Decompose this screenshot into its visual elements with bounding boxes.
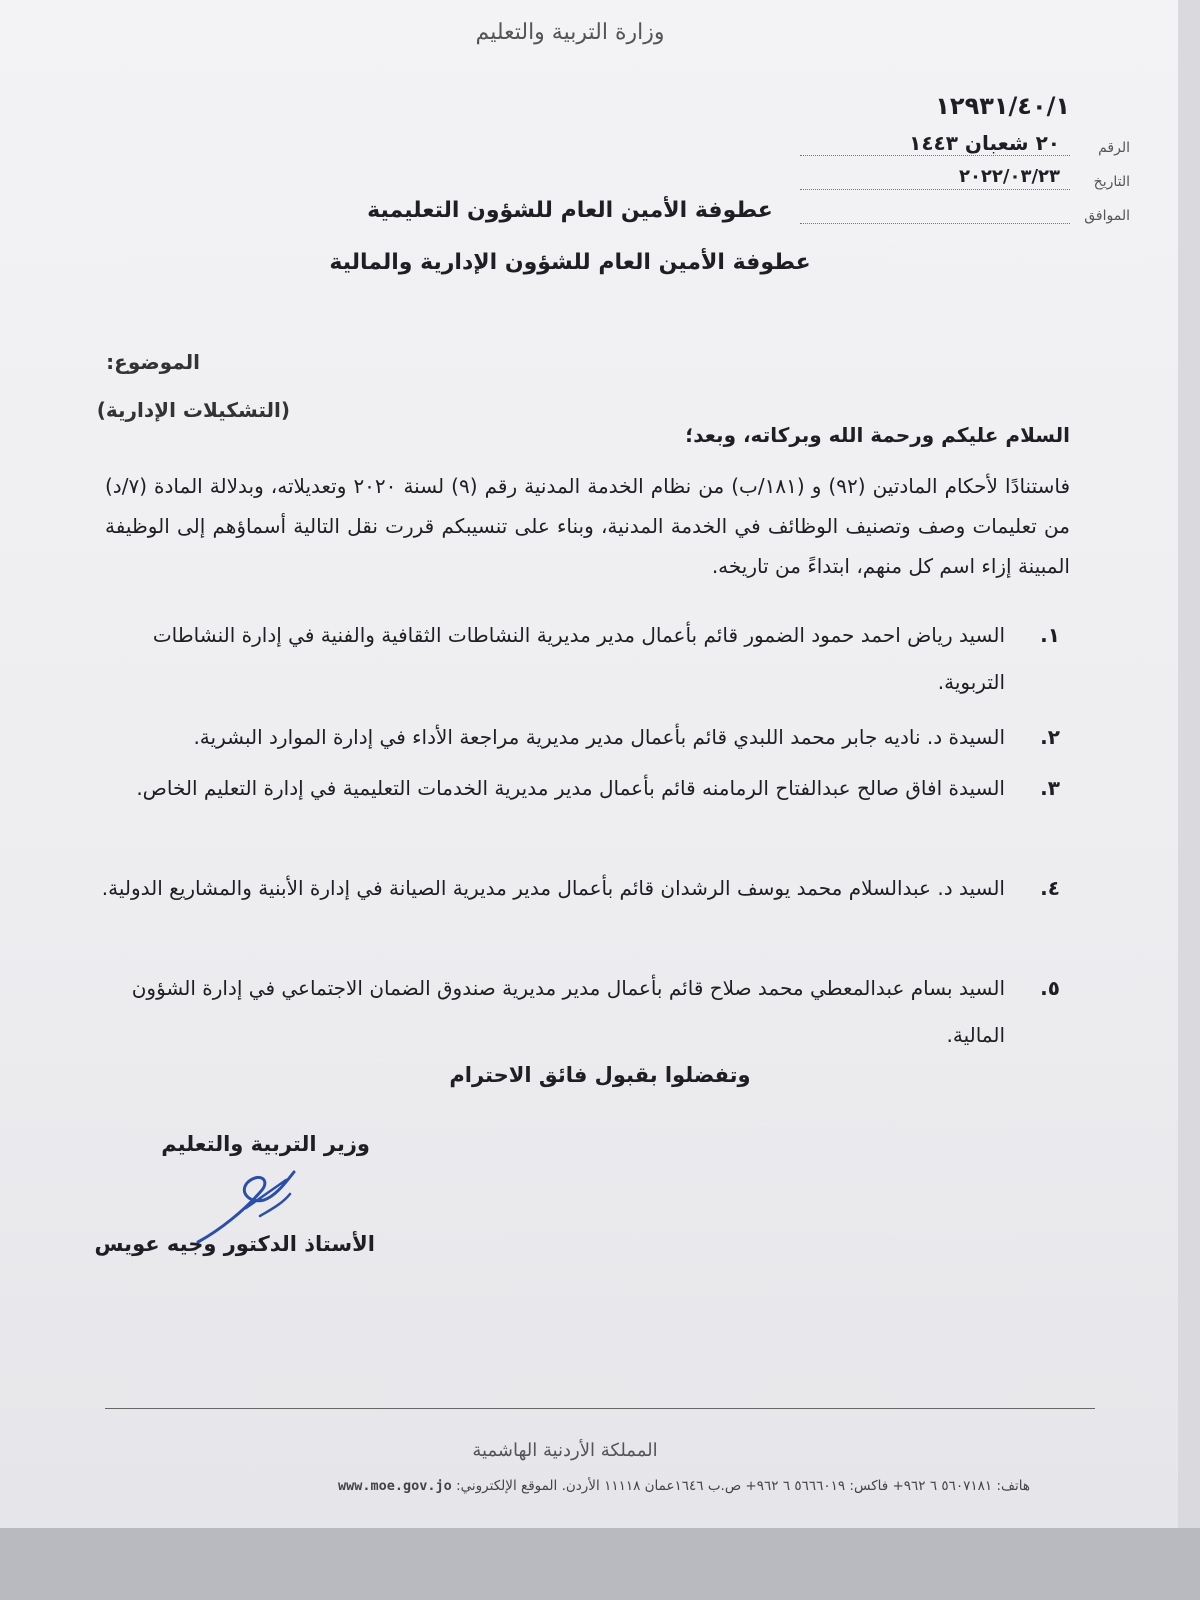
item-number: ٥. (1040, 976, 1060, 1000)
footer-website: www.moe.gov.jo (338, 1478, 452, 1494)
item-number: ٢. (1040, 725, 1060, 749)
date-label: التاريخ (1093, 174, 1130, 190)
hijri-date: ٢٠ شعبان ١٤٤٣ (800, 131, 1070, 156)
subject-label: الموضوع: (106, 350, 200, 374)
footer-kingdom: المملكة الأردنية الهاشمية (472, 1440, 658, 1461)
page-edge (1178, 0, 1200, 1600)
list-item (100, 765, 1060, 812)
list-item (100, 965, 1060, 1059)
item-number: ٣. (1040, 776, 1060, 800)
signatory-title: وزير التربية والتعليم (161, 1132, 370, 1156)
footer-contact-details: هاتف: ٥٦٠٧١٨١ ٦ ٩٦٢+ فاكس: ٥٦٦٦٠١٩ ٦ ٩٦٢+ ص.ب ١٦٤٦عمان ١١١١٨ الأردن. الموقع الإلكتروني: (456, 1478, 1030, 1494)
greeting: السلام عليكم ورحمة الله وبركاته، وبعد؛ (685, 423, 1070, 447)
date-row (800, 156, 1130, 190)
item-number: ٤. (1040, 876, 1060, 900)
list-item (100, 612, 1060, 706)
item-text: السيد بسام عبدالمعطي محمد صلاح قائم بأعمال مدير مديرية صندوق الضمان الاجتماعي في إدارة الشؤون المالية. (131, 976, 1005, 1047)
item-number: ١. (1040, 623, 1060, 647)
body-paragraph: فاستنادًا لأحكام المادتين (٩٢) و (١٨١/ب) من نظام الخدمة المدنية رقم (٩) لسنة ٢٠٢٠ وتعديلاته، وبدلالة المادة (٧/د) من تعليمات وصف وتصنيف الوظائف في الخدمة المدنية، وبناء على تنسيبكم قررت نقل التالية أسماؤهم إلى الوظيفة المبينة إزاء اسم كل منهم، ابتداءً من تاريخه. (105, 474, 1071, 578)
background-surface (0, 1528, 1200, 1600)
footer-contact (160, 1478, 1030, 1494)
item-text: السيد رياض احمد حمود الضمور قائم بأعمال مدير مديرية النشاطات الثقافية والفنية في إدارة النشاطات التربوية. (152, 623, 1005, 694)
item-text: السيدة افاق صالح عبدالفتاح الرمامنه قائم بأعمال مدير مديرية الخدمات التعليمية في إدارة التعليم الخاص. (136, 776, 1005, 800)
number-label: الرقم (1098, 140, 1130, 156)
hijri-date-row (800, 122, 1130, 156)
gregorian-date: ٢٠٢٢/٠٣/٢٣ (800, 165, 1070, 190)
letterhead-ministry: وزارة التربية والتعليم (475, 20, 665, 45)
closing-line: وتفضلوا بقبول فائق الاحترام (449, 1063, 751, 1087)
item-text: السيد د. عبدالسلام محمد يوسف الرشدان قائم بأعمال مدير مديرية الصيانة في إدارة الأبنية والمشاريع الدولية. (101, 876, 1005, 900)
reference-number: ١٢٩٣١/٤٠/١ (935, 92, 1070, 120)
list-item (100, 865, 1060, 912)
corresponding-row (800, 190, 1130, 224)
reference-block (800, 92, 1130, 224)
corresponding-value (800, 223, 1070, 224)
subject-text: (التشكيلات الإدارية) (96, 398, 290, 422)
addressee-education: عطوفة الأمين العام للشؤون التعليمية (367, 198, 773, 223)
signatory-name: الأستاذ الدكتور وجيه عويس (94, 1232, 375, 1256)
list-item (100, 714, 1060, 761)
addressee-admin-finance: عطوفة الأمين العام للشؤون الإدارية والمالية (329, 250, 811, 275)
footer-divider (105, 1408, 1095, 1409)
item-text: السيدة د. ناديه جابر محمد اللبدي قائم بأعمال مدير مديرية مراجعة الأداء في إدارة الموارد البشرية. (193, 725, 1005, 749)
corresponding-label: الموافق (1084, 208, 1130, 224)
